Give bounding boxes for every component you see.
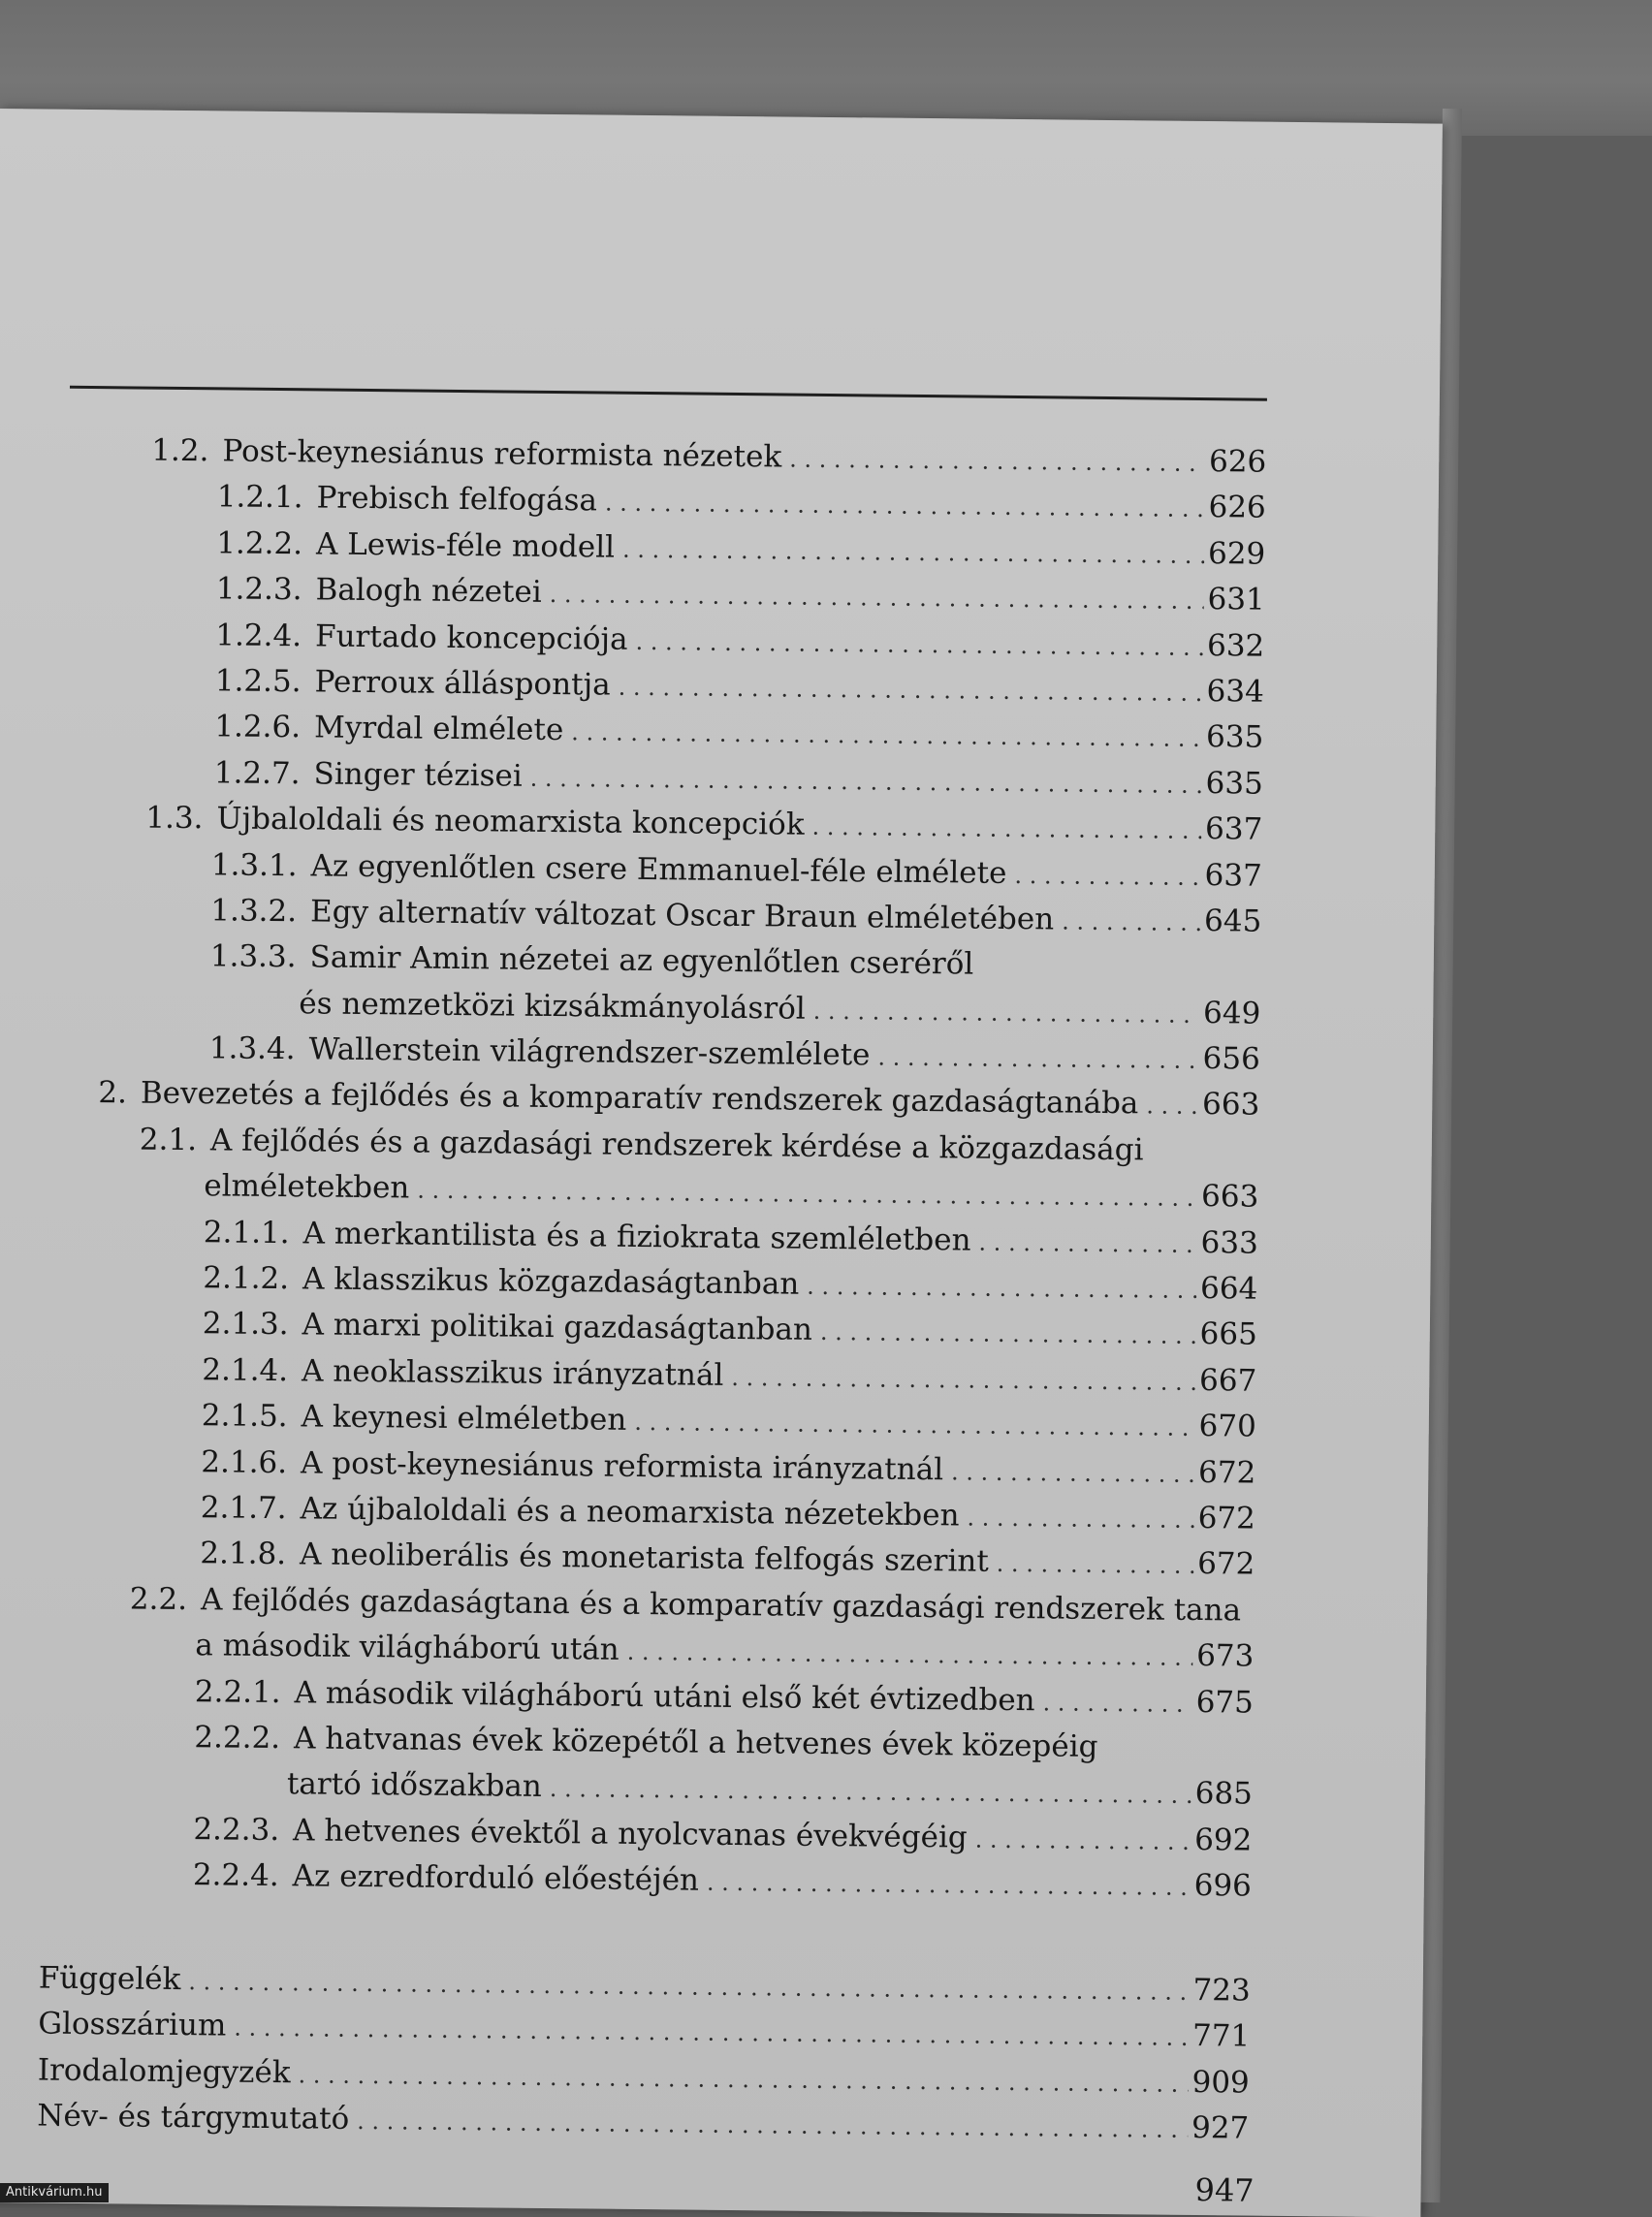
toc-entry-title: A klasszikus közgazdaságtanban [302,1261,800,1302]
toc-entry-title: Balogh nézetei [315,572,542,611]
leader-dots [550,581,1204,615]
toc-entry-number: 2.1. [139,1122,198,1158]
leader-dots [571,719,1202,753]
toc-entry-title: Az ezredforduló előestéjén [292,1858,700,1898]
toc-entry-page: 685 [1194,1776,1254,1812]
toc-entry-title: és nemzetközi kizsákmányolásról [299,985,806,1027]
toc-entry-page: 909 [1191,2064,1250,2101]
toc-entry-page: 927 [1191,2110,1250,2146]
toc-entry-number: 2.1.1. [203,1214,290,1251]
toc-entry-page: 631 [1207,582,1265,618]
toc-entry-page: 635 [1205,765,1263,802]
leader-dots [813,998,1200,1029]
toc-entry-page: 656 [1202,1041,1260,1077]
toc-entry-title: A merkantilista és a fiziokrata szemléletben [302,1215,971,1258]
toc-entry-title: A fejlődés gazdaságtana és a komparatív gazdasági rendszerek tana [200,1582,1242,1629]
toc-entry-title: A post-keynesiánus reformista irányzatnál [300,1444,944,1487]
toc-entry-number: 1.3.1. [210,846,298,883]
toc-entry-title: A marxi politikai gazdaságtanban [302,1307,813,1348]
leader-dots [951,1458,1194,1488]
toc-entry-number: 1.2.4. [215,617,302,653]
toc-entry-page: 634 [1206,674,1264,710]
appendix-list [0,1960,1260,2157]
toc-entry-number: 1.2.7. [213,755,301,792]
toc-entry-number: 2.1.3. [202,1306,289,1343]
toc-entry-title: elméletekben [204,1168,410,1206]
toc-entry-number: 2.2.4. [192,1857,279,1894]
toc-entry-number: 2.1.5. [201,1398,288,1435]
book-page [0,109,1443,2217]
toc-entry-number: 2.1.6. [201,1443,288,1480]
leader-dots [820,1318,1196,1349]
toc-entry-page: 626 [1208,490,1266,526]
toc-entry-title: Singer tézisei [313,756,523,794]
toc-entry-number: 1.3.4. [208,1030,296,1067]
toc-entry-page: 649 [1202,995,1261,1031]
toc-entry-page: 673 [1195,1638,1255,1674]
leader-dots [731,1364,1195,1396]
toc-entry-page: 672 [1197,1454,1256,1491]
toc-entry-title: Az egyenlőtlen csere Emmanuel-féle elmélete [310,847,1007,891]
toc-entry-title: Perroux álláspontja [314,664,611,703]
toc-entry-number: 1.3.3. [209,938,297,975]
toc-entry-number: 2.1.8. [200,1536,287,1572]
toc-entry-page: 675 [1195,1684,1255,1721]
toc-entry-number: 2.2.3. [193,1811,280,1848]
leader-dots [1042,1689,1191,1718]
toc-entry-number: 2.2.2. [194,1720,281,1757]
toc-entry-title: A fejlődés és a gazdasági rendszerek kérdése a közgazdasági [209,1123,1144,1168]
toc-entry-page: 670 [1198,1409,1257,1444]
toc-entry-number: 2. [98,1075,128,1111]
toc-entry-page: 637 [1204,857,1262,894]
toc-entry-title: Glosszárium [38,2006,227,2043]
toc-entry-page: 633 [1200,1224,1259,1261]
toc-entry-page: 629 [1207,535,1266,572]
toc-entry-number: 1.2. [151,432,209,469]
toc-entry-page: 635 [1205,719,1264,756]
leader-dots [417,1177,1197,1212]
leader-dots [530,764,1202,798]
leader-dots [605,490,1205,523]
toc-entry-number: 2.2. [129,1581,188,1617]
toc-entry-title: A hetvenes évektől a nyolcvanas évekvégéig [292,1812,968,1855]
toc-entry-title: Függelék [38,1960,181,1998]
toc-entry-title: Név- és tárgymutató [37,2098,350,2138]
toc-entry-title: Egy alternatív változat Oscar Braun elméletében [309,894,1055,937]
leader-dots [997,1550,1194,1579]
toc-entry-title: A neoliberális és monetarista felfogás szerint [299,1536,989,1580]
toc-entry-number: 1.2.2. [216,525,303,562]
toc-entry-title: A második világháború utáni első két évtizedben [294,1674,1035,1718]
toc-entry-page: 723 [1192,1972,1251,2009]
leader-dots [635,627,1203,660]
leader-dots [298,2061,1188,2098]
toc-entry-page: 663 [1201,1087,1260,1124]
toc-entry-title: Furtado koncepciója [314,618,628,657]
leader-dots [967,1504,1193,1534]
leader-dots [188,1968,1190,2006]
toc-entry-page: 632 [1206,627,1265,664]
toc-entry-title: Bevezetés a fejlődés és a komparatív rendszerek gazdaságtanába [140,1076,1139,1122]
toc-entry-page: 663 [1200,1179,1259,1215]
page-number: 947 [1194,2171,1255,2209]
toc-entry-page: 771 [1191,2018,1251,2054]
leader-dots [634,1409,1195,1441]
toc-entry-number: 1.3.2. [210,893,298,930]
leader-dots [619,674,1203,707]
toc-entry-number: 1.2.6. [214,709,302,745]
toc-entry-title: a második világháború után [195,1628,620,1667]
leader-dots [627,1638,1193,1671]
toc-entry-title: Irodalomjegyzék [37,2052,291,2091]
leader-dots [622,536,1204,569]
toc-entry-title: A hatvanas évek közepétől a hetvenes évek közepéig [293,1721,1098,1764]
leader-dots [357,2107,1188,2143]
header-rule [70,386,1267,401]
toc-entry-page: 626 [1208,444,1267,480]
toc-entry-page: 672 [1196,1546,1255,1583]
toc-entry-title: Wallerstein világrendszer-szemlélete [308,1031,871,1073]
toc-entry-page: 692 [1194,1821,1253,1858]
toc-entry-page: 665 [1199,1316,1258,1353]
toc-entry-number: 1.3. [145,800,204,837]
toc-entry-number: 2.2.1. [194,1673,281,1710]
leader-dots [1146,1093,1198,1121]
toc-entry-title: A neoklasszikus irányzatnál [301,1353,724,1393]
leader-dots [978,1228,1196,1257]
toc-entry-page: 672 [1197,1501,1256,1536]
toc-entry-title: Post-keynesiánus reformista nézetek [222,433,782,475]
toc-entry-number: 1.2.1. [216,479,303,516]
leader-dots [550,1775,1191,1809]
toc-entry-title: Samir Amin nézetei az egyenlőtlen cseréről [309,939,974,982]
toc-entry-title: tartó időszakban [286,1766,543,1805]
toc-entry-title: Az újbaloldali és a neomarxista nézetekben [300,1491,960,1534]
leader-dots [811,813,1201,844]
toc-entry-page: 667 [1198,1362,1257,1399]
toc-entry-title: A keynesi elméletben [301,1399,627,1439]
table-of-contents [0,431,1276,1915]
watermark-label: Antikvárium.hu [0,2183,109,2202]
leader-dots [234,2014,1189,2051]
toc-entry-number: 2.1.7. [200,1490,287,1527]
leader-dots [1014,862,1200,891]
toc-entry-title: Myrdal elmélete [313,710,564,748]
toc-entry-number: 2.1.4. [202,1352,289,1388]
toc-entry-page: 637 [1204,811,1263,847]
toc-entry-title: Prebisch felfogása [316,480,598,519]
toc-entry-page: 664 [1199,1271,1258,1307]
leader-dots [1062,907,1200,935]
leader-dots [807,1273,1196,1304]
toc-entry-title: Újbaloldali és neomarxista koncepciók [216,801,805,842]
toc-entry-page: 696 [1193,1868,1253,1904]
leader-dots [707,1869,1191,1901]
toc-entry-number: 2.1.2. [203,1260,290,1297]
toc-entry-number: 1.2.3. [215,571,302,608]
leader-dots [789,446,1205,477]
toc-entry-page: 645 [1203,903,1262,939]
toc-entry-title: A Lewis-féle modell [315,526,616,565]
toc-entry-number: 1.2.5. [214,663,302,700]
leader-dots [877,1044,1198,1074]
leader-dots [975,1825,1191,1854]
